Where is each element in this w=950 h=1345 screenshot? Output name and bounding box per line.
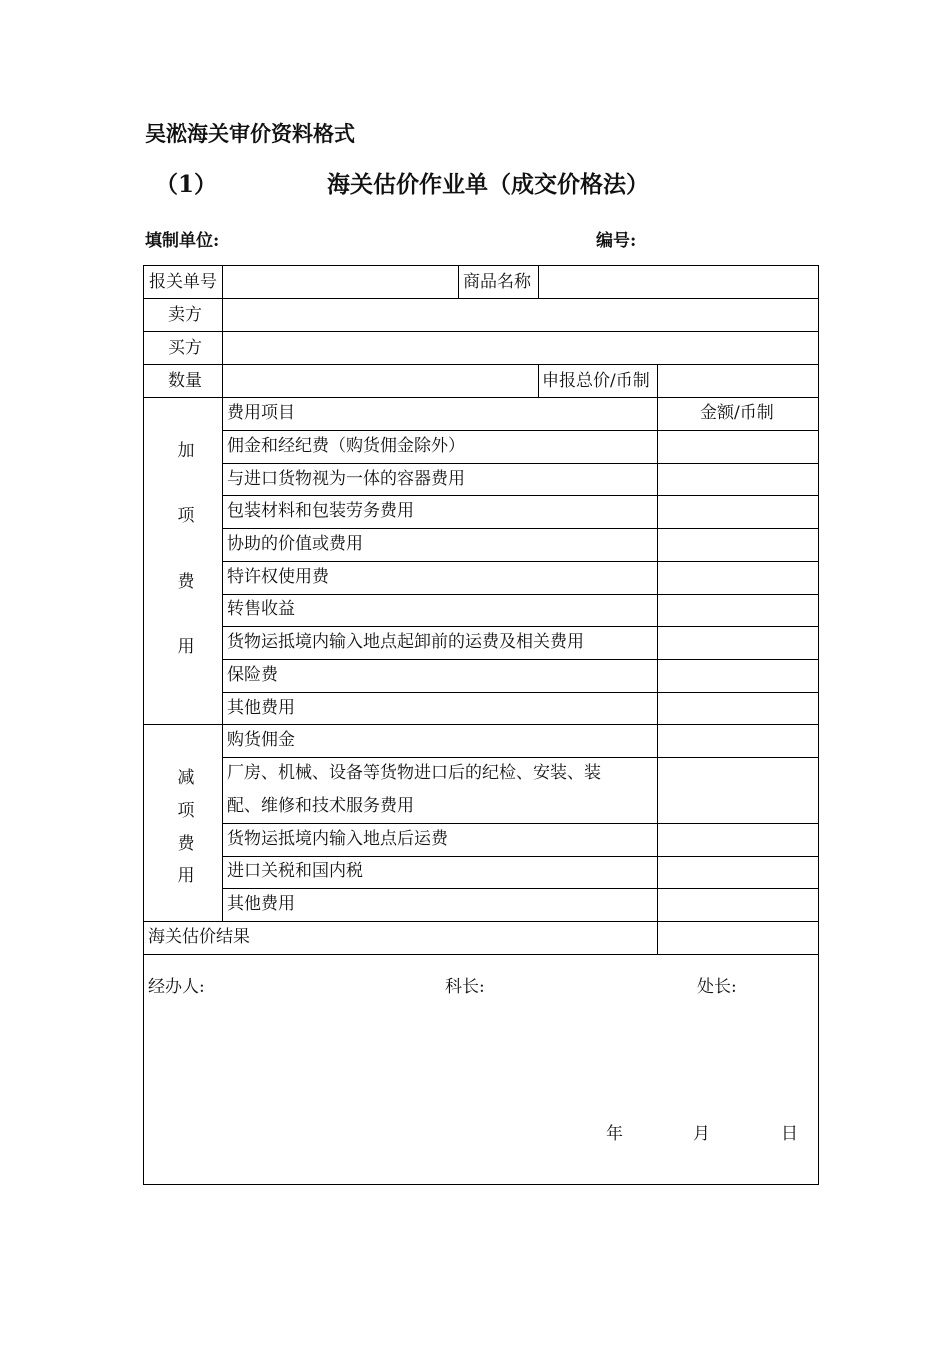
deduct-item-continued: 配、维修和技术服务费用 xyxy=(227,796,414,816)
declared-total-label: 申报总价/币制 xyxy=(542,371,650,391)
row-divider xyxy=(222,888,819,889)
row-divider xyxy=(222,430,819,431)
row-divider xyxy=(222,823,819,824)
fill-unit-label: 填制单位: xyxy=(145,231,220,251)
row-divider xyxy=(222,659,819,660)
deduct-item: 购货佣金 xyxy=(227,730,295,750)
row-divider xyxy=(222,561,819,562)
deduct-group-char: 减 xyxy=(177,768,195,788)
quantity-label: 数量 xyxy=(168,371,202,391)
product-name-label: 商品名称 xyxy=(463,272,531,292)
row-divider xyxy=(143,954,819,955)
seller-label: 卖方 xyxy=(168,305,202,325)
row-divider xyxy=(222,528,819,529)
add-group-char: 项 xyxy=(177,506,195,526)
form-number: （1） xyxy=(155,171,218,198)
column-divider xyxy=(657,364,658,954)
deduct-item: 进口关税和国内税 xyxy=(227,861,363,881)
add-item: 包装材料和包装劳务费用 xyxy=(227,501,414,521)
add-item: 协助的价值或费用 xyxy=(227,534,363,554)
row-divider xyxy=(143,921,819,922)
add-item: 特许权使用费 xyxy=(227,567,329,587)
form-title: 海关估价作业单（成交价格法） xyxy=(327,171,649,198)
row-divider xyxy=(143,298,819,299)
row-divider xyxy=(143,724,819,725)
division-chief-label: 处长: xyxy=(697,977,737,997)
add-group-char: 加 xyxy=(177,441,195,461)
column-divider xyxy=(538,364,539,397)
date-year-label: 年 xyxy=(606,1124,623,1144)
add-item: 保险费 xyxy=(227,665,278,685)
date-day-label: 日 xyxy=(781,1124,798,1144)
add-item: 其他费用 xyxy=(227,698,295,718)
buyer-label: 买方 xyxy=(168,338,202,358)
row-divider xyxy=(222,626,819,627)
section-chief-label: 科长: xyxy=(445,977,485,997)
row-divider xyxy=(222,495,819,496)
add-group-char: 费 xyxy=(177,572,195,592)
deduct-group-char: 费 xyxy=(177,834,195,854)
document-heading: 吴淞海关审价资料格式 xyxy=(145,121,355,146)
row-divider xyxy=(222,463,819,464)
add-item: 佣金和经纪费（购货佣金除外） xyxy=(227,436,465,456)
declaration-no-label: 报关单号 xyxy=(149,272,217,292)
serial-number-label: 编号: xyxy=(596,231,637,251)
deduct-item: 厂房、机械、设备等货物进口后的纪检、安装、装 xyxy=(227,763,601,783)
add-item: 与进口货物视为一体的容器费用 xyxy=(227,469,465,489)
add-item: 转售收益 xyxy=(227,599,295,619)
row-divider xyxy=(222,594,819,595)
deduct-item: 货物运抵境内输入地点后运费 xyxy=(227,829,448,849)
add-group-char: 用 xyxy=(177,637,195,657)
deduct-group-char: 用 xyxy=(177,866,195,886)
row-divider xyxy=(143,364,819,365)
row-divider xyxy=(222,856,819,857)
date-month-label: 月 xyxy=(693,1124,710,1144)
deduct-item: 其他费用 xyxy=(227,894,295,914)
row-divider xyxy=(143,331,819,332)
column-divider xyxy=(458,265,459,298)
column-divider xyxy=(222,265,223,921)
row-divider xyxy=(222,692,819,693)
valuation-result-label: 海关估价结果 xyxy=(148,927,250,947)
deduct-group-char: 项 xyxy=(177,801,195,821)
row-divider xyxy=(143,397,819,398)
amount-header: 金额/币制 xyxy=(700,403,774,423)
column-divider xyxy=(538,265,539,298)
add-item: 货物运抵境内输入地点起卸前的运费及相关费用 xyxy=(227,632,584,652)
fee-item-header: 费用项目 xyxy=(227,403,295,423)
row-divider xyxy=(222,757,819,758)
handler-label: 经办人: xyxy=(148,977,205,997)
